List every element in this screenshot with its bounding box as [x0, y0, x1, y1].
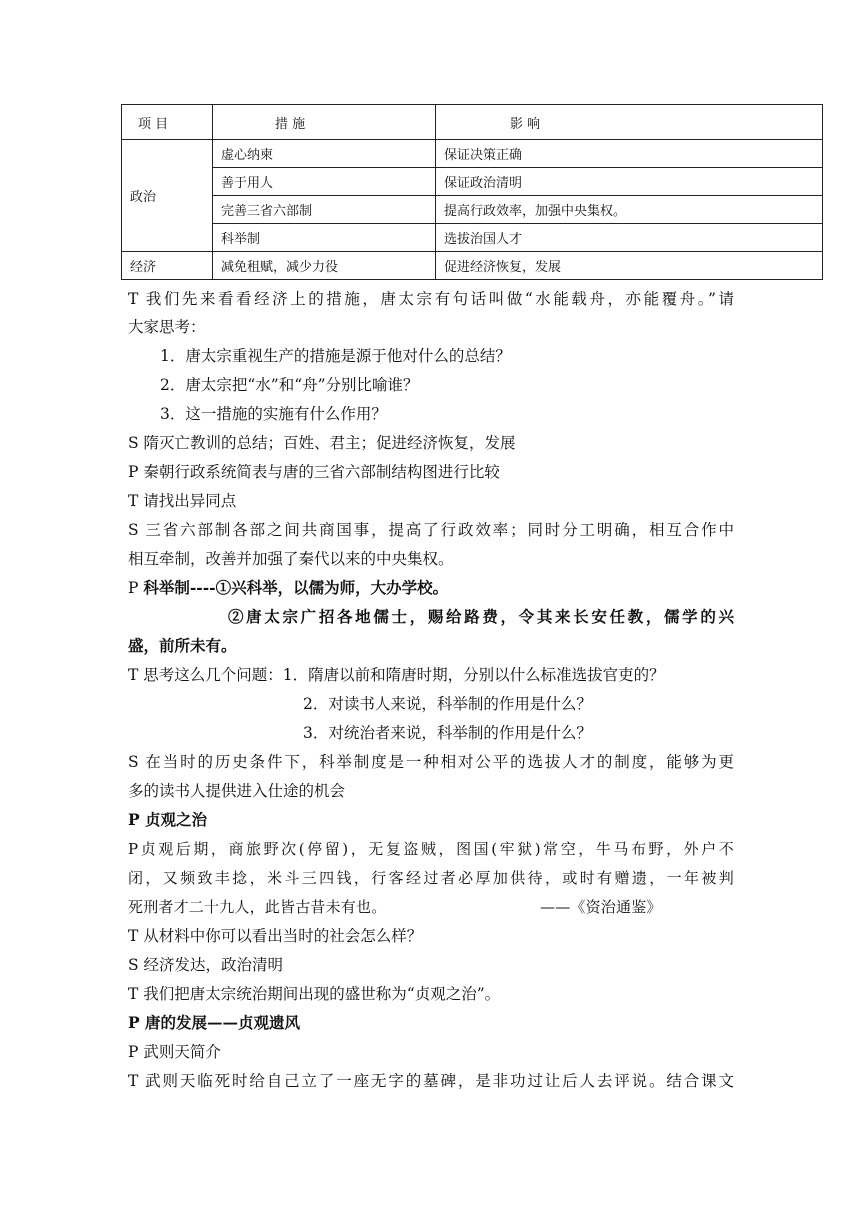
paragraph-line: S 在当时的历史条件下，科举制度是一种相对公平的选拔人才的制度，能够为更 [128, 753, 734, 771]
measure-cell: 减免租赋，减少力役 [213, 252, 436, 280]
paragraph-line: 多的读书人提供进入仕途的机会 [128, 782, 346, 800]
measure-cell: 善于用人 [213, 168, 436, 196]
measure-cell: 科举制 [213, 224, 436, 252]
paragraph-line: T 从材料中你可以看出当时的社会怎么样？ [128, 927, 423, 945]
table-row [122, 168, 823, 196]
table-row [122, 252, 823, 280]
category-economy: 经济 [122, 252, 213, 280]
measure-cell: 完善三省六部制 [213, 196, 436, 224]
paragraph-line: S 经济发达，政治清明 [128, 956, 284, 974]
effect-cell: 保证决策正确 [436, 140, 823, 168]
paragraph-line: P 秦朝行政系统简表与唐的三省六部制结构图进行比较 [128, 463, 500, 481]
header-measure: 措 施 [213, 105, 436, 140]
section-heading: P 贞观之治 [128, 810, 208, 829]
table-row [122, 196, 823, 224]
quote-line: 闭，又频致丰捻，米斗三四钱，行客经过者必厚加供待，或时有赠遗，一年被判 [128, 869, 734, 887]
effect-cell: 促进经济恢复，发展 [436, 252, 823, 280]
effect-cell: 保证政治清明 [436, 168, 823, 196]
table-header-row [122, 105, 823, 140]
question-item: 3．这一措施的实施有什么作用？ [160, 405, 387, 423]
question-item: 2．对读书人来说，科举制的作用是什么？ [303, 695, 592, 713]
question-item: 1．唐太宗重视生产的措施是源于他对什么的总结？ [160, 347, 511, 365]
keju-heading [128, 577, 734, 599]
effect-cell: 选拔治国人才 [436, 224, 823, 252]
paragraph-line: T 请找出异同点 [128, 492, 237, 510]
paragraph-line: T 我们把唐太宗统治期间出现的盛世称为“贞观之治”。 [128, 985, 501, 1003]
paragraph-line: P 武则天简介 [128, 1043, 221, 1061]
quote-line: 死刑者才二十九人，此皆古昔未有也。 [128, 898, 387, 916]
section-heading: P 唐的发展——贞观遗风 [128, 1013, 301, 1032]
header-effect: 影 响 [436, 105, 823, 140]
quote-line: P贞观后期，商旅野次(停留)，无复盗贼，图国(牢狱)常空，牛马布野，外户不 [128, 840, 734, 858]
keju-point-1: 科举制----①兴科举，以儒为师，大办学校。 [143, 578, 449, 597]
question-item: 2．唐太宗把“水”和“舟”分别比喻谁？ [160, 376, 419, 394]
paragraph-line: S 隋灭亡教训的总结；百姓、君主；促进经济恢复，发展 [128, 434, 516, 452]
paragraph-line: T 武则天临死时给自己立了一座无字的墓碑，是非功过让后人去评说。结合课文 [128, 1072, 734, 1090]
paragraph-line: S 三省六部制各部之间共商国事，提高了行政效率；同时分工明确，相互合作中 [128, 521, 734, 539]
table-row [122, 140, 823, 168]
question-item: 3．对统治者来说，科举制的作用是什么？ [303, 724, 592, 742]
keju-point-2: ②唐太宗广招各地儒士，赐给路费，令其来长安任教，儒学的兴 [228, 607, 734, 626]
table-row [122, 224, 823, 252]
quote-source: ——《资治通鉴》 [540, 898, 662, 916]
header-item: 项 目 [122, 105, 213, 140]
keju-point-2-cont: 盛，前所未有。 [128, 636, 237, 655]
paragraph-line: T 我们先来看看经济上的措施，唐太宗有句话叫做“水能载舟，亦能覆舟。”请 [128, 290, 734, 308]
paragraph-line: 相互牵制，改善并加强了秦代以来的中央集权。 [128, 550, 454, 568]
p-prefix: P [128, 579, 144, 597]
measure-cell: 虚心纳柬 [213, 140, 436, 168]
category-politics: 政治 [122, 140, 213, 252]
paragraph-line: T 思考这么几个问题：1．隋唐以前和隋唐时期，分别以什么标准选拔官吏的？ [128, 666, 665, 684]
paragraph-line: 大家思考： [128, 318, 206, 336]
measures-table [121, 104, 823, 280]
effect-cell: 提高行政效率，加强中央集权。 [436, 196, 823, 224]
